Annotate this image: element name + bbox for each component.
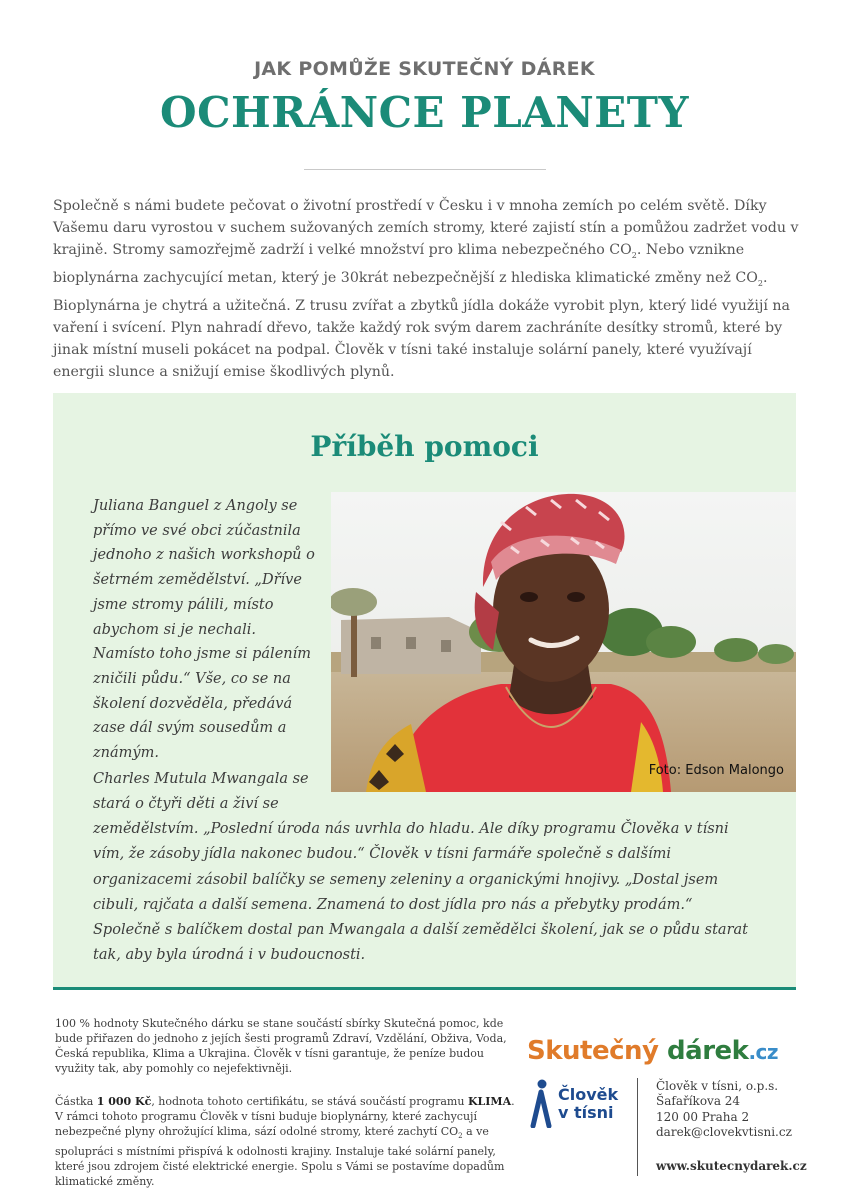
contact-divider <box>637 1078 638 1176</box>
intro-text-2: . Nebo vznikne bioplynárna zachycující metan, který je 30krát nebezpečnější z hlediska klimatické změny než CO <box>53 242 758 286</box>
footer-info-text: 100 % hodnoty Skutečného dárku se stane součástí sbírky Skutečná pomoc, kde bude přiřazen do jednoho z jejích šesti programů Zdraví, Vzdělání, Obživa, Voda, Česká republika, Klima a Ukrajina. Člověk v tísni garantuje, že peníze budou využity tak, aby pomohly co nejefektivněji. <box>55 1017 507 1075</box>
contact-org: Člověk v tísni, o.p.s. <box>656 1079 779 1093</box>
story-box-bottom-border <box>53 987 796 990</box>
page-subtitle: JAK POMŮŽE SKUTEČNÝ DÁREK <box>254 58 595 80</box>
story-title: Příběh pomoci <box>310 430 539 463</box>
story-paragraph-charles-start: Charles Mutula Mwangala se stará o čtyři děti a živí se <box>93 771 309 812</box>
footer-subscript: 2 <box>458 1132 463 1141</box>
org-logo-line-2: v tísni <box>558 1103 614 1122</box>
program-name: KLIMA <box>467 1095 512 1108</box>
photo-credit: Foto: Edson Malongo <box>648 763 784 778</box>
skutecny-darek-logo <box>527 1036 778 1066</box>
brand-part-3: .cz <box>748 1040 779 1064</box>
org-logo-line-1: Člověk <box>558 1085 619 1104</box>
contact-street: Šafaříkova 24 <box>656 1094 741 1109</box>
brand-part-2: dárek <box>667 1036 749 1066</box>
contact-email[interactable]: darek@clovekvtisni.cz <box>656 1124 792 1139</box>
clovek-v-tisni-logo <box>527 1078 622 1128</box>
title-divider <box>304 169 546 170</box>
intro-text-3: . Bioplynárna je chytrá a užitečná. Z trusu zvířat a zbytků jídla dokáže vyrobit plyn, který lidé využijí na vaření i svícení. Plyn nahradí dřevo, takže každý rok svým darem zachráníte desítky stromů, které by jinak místní museli pokácet na podpal. Člověk v tísni také instaluje solární panely, které využívají energii slunce a snižují emise škodlivých plynů. <box>53 269 790 380</box>
intro-subscript-2: 2 <box>757 278 763 288</box>
intro-text-1: Společně s námi budete pečovat o životní prostředí v Česku i v mnoha zemích po celém světě. Díky Vašemu daru vyrostou v suchem sužovaných zemích stromy, které zajistí stín a pomůžou zadržet vodu v krajině. Stromy samozřejmě zadrží i velké množství pro klima nebezpečného CO <box>53 198 799 258</box>
footer-program-text-c: . V rámci tohoto programu Člověk v tísni buduje bioplynárny, které zachycují nebezpečné plyny ohrožující klima, sází odolné stromy, které zachytí CO <box>55 1095 515 1138</box>
contact-city: 120 00 Praha 2 <box>656 1109 750 1124</box>
certificate-amount: 1 000 Kč <box>96 1095 152 1108</box>
person-figure-icon <box>527 1078 555 1128</box>
story-paragraph-charles-rest: zemědělstvím. „Poslední úroda nás uvrhla do hladu. Ale díky programu Člověka v tísni vím, že zásoby jídla nakonec budou.“ Člověk v tísni farmáře společně s dalšími organizacemi zásobil balíčky se semeny zeleniny a organickými hnojivy. „Dostal jsem cibuli, rajčata a další semena. Znamená to dost jídla pro nás a přebytky prodám.“ Společně s balíčkem dostal pan Mwangala a další zemědělci školení, jak se o půdu starat tak, aby byla úrodná i v budoucnosti. <box>93 821 748 964</box>
page-title: OCHRÁNCE PLANETY <box>160 88 689 137</box>
org-logo-text <box>558 1086 628 1122</box>
contact-block <box>656 1079 836 1140</box>
footer-program-text-a: Částka <box>55 1095 97 1108</box>
story-photo <box>331 492 796 792</box>
footer-program-text-d: a ve spolupráci s místními přispívá k odolnosti krajiny. Instaluje také solární panely, které jsou zdrojem čisté elektrické energie. Spolu s Vámi se postavíme dopadům klimatické změny. <box>55 1125 505 1189</box>
footer-program-text-b: , hodnota tohoto certifikátu, se stává součástí programu <box>151 1095 468 1108</box>
story-paragraph-juliana: Juliana Banguel z Angoly se přímo ve své obci zúčastnila jednoho z našich workshopů o šetrném zemědělství. „Dříve jsme stromy pálili, místo abychom si je nechali. Namísto toho jsme si pálením zničili půdu.“ Vše, co se na školení dozvěděla, předává zase dál svým sousedům a známým. <box>93 498 315 762</box>
intro-paragraph <box>53 195 801 383</box>
woman-portrait-image <box>331 492 796 792</box>
website-link[interactable]: www.skutecnydarek.cz <box>656 1159 807 1173</box>
footer-program-text <box>55 1094 515 1189</box>
intro-subscript-1: 2 <box>631 250 637 260</box>
brand-part-1: Skutečný <box>527 1036 659 1066</box>
